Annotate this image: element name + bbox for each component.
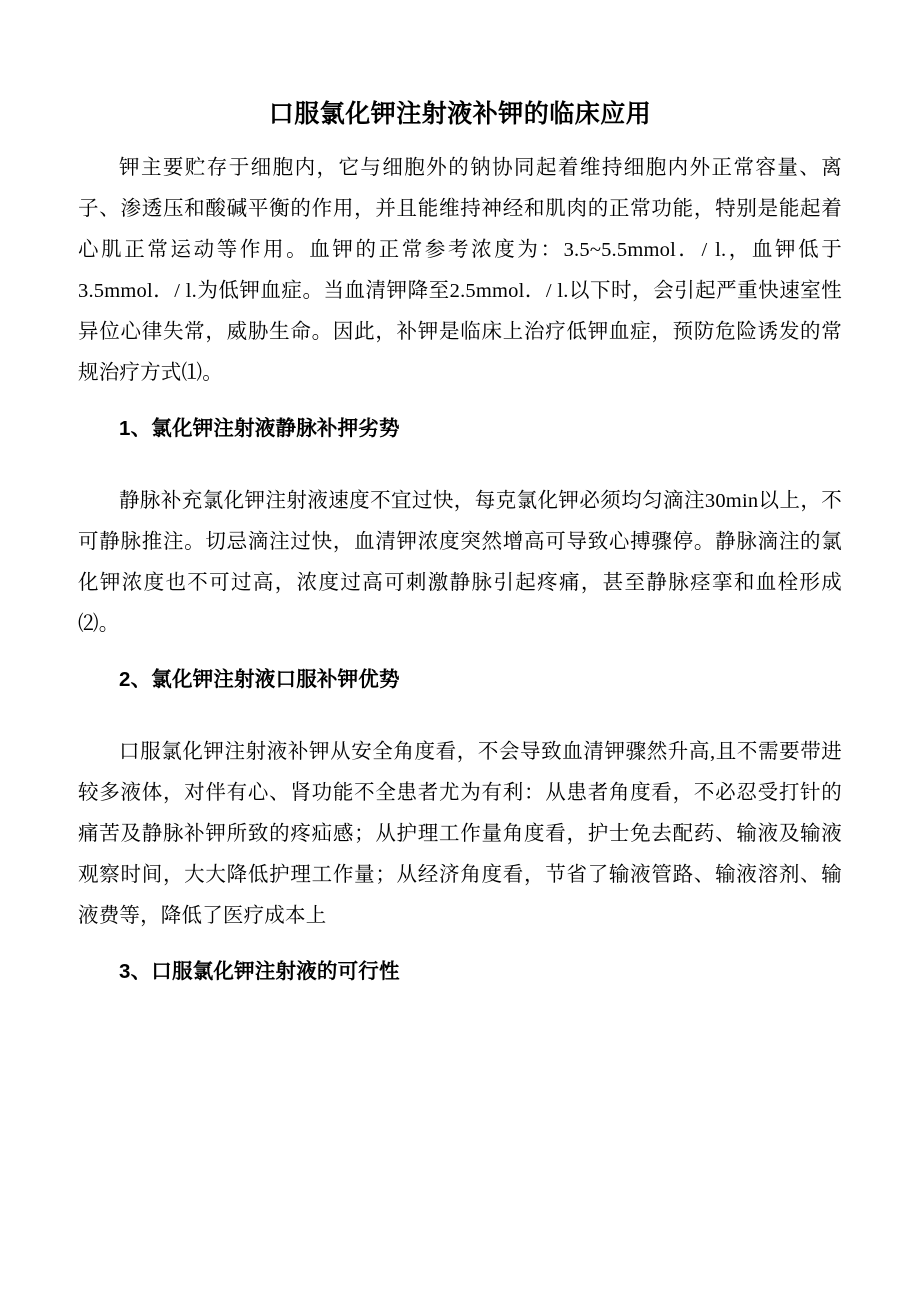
page-title: 口服氯化钾注射液补钾的临床应用 xyxy=(268,100,652,128)
section-heading-1: 1、氯化钾注射液静脉补押劣势 xyxy=(119,416,400,440)
paragraph-intro: 钾主要贮存于细胞内，它与细胞外的钠协同起着维持细胞内外正常容量、离子、渗透压和酸碱平衡的作用，并且能维持神经和肌肉的正常功能，特别是能起着心肌正常运动等作用。血钾的正常参考浓度为：3.5~5.5mmol．/ l.，血钾低于3.5mmol．/ l.为低钾血症。当血清钾降至2.5mmol．/ l.以下时，会引起严重快速室性异位心律失常，威胁生命。因此，补钾是临床上治疗低钾血症，预防危险诱发的常规治疗方式⑴。 xyxy=(78,156,842,384)
section-spacer-1 xyxy=(78,455,842,481)
paragraph-section-2: 口服氯化钾注射液补钾从安全角度看，不会导致血清钾骤然升高,且不需要带进较多液体，对伴有心、肾功能不全患者尤为有利：从患者角度看，不必忍受打针的痛苦及静脉补钾所致的疼疝感；从护理工作量角度看，护士免去配药、输液及输液观察时间，大大降低护理工作量；从经济角度看，节省了输液管路、输液溶剂、输液费等，降低了医疗成本上 xyxy=(78,740,842,927)
paragraph-section-1: 静脉补充氯化钾注射液速度不宜过快，每克氯化钾必须均匀滴注30min以上，不可静脉推注。切忌滴注过快，血清钾浓度突然增高可导致心搏骤停。静脉滴注的氯化钾浓度也不可过高，浓度过高可刺激静脉引起疼痛，甚至静脉痉挛和血栓形成⑵。 xyxy=(78,489,842,635)
section-spacer-2 xyxy=(78,706,842,732)
section-heading-2: 2、氯化钾注射液口服补钾优势 xyxy=(119,667,400,691)
section-heading-3: 3、口服氯化钾注射液的可行性 xyxy=(119,959,400,983)
